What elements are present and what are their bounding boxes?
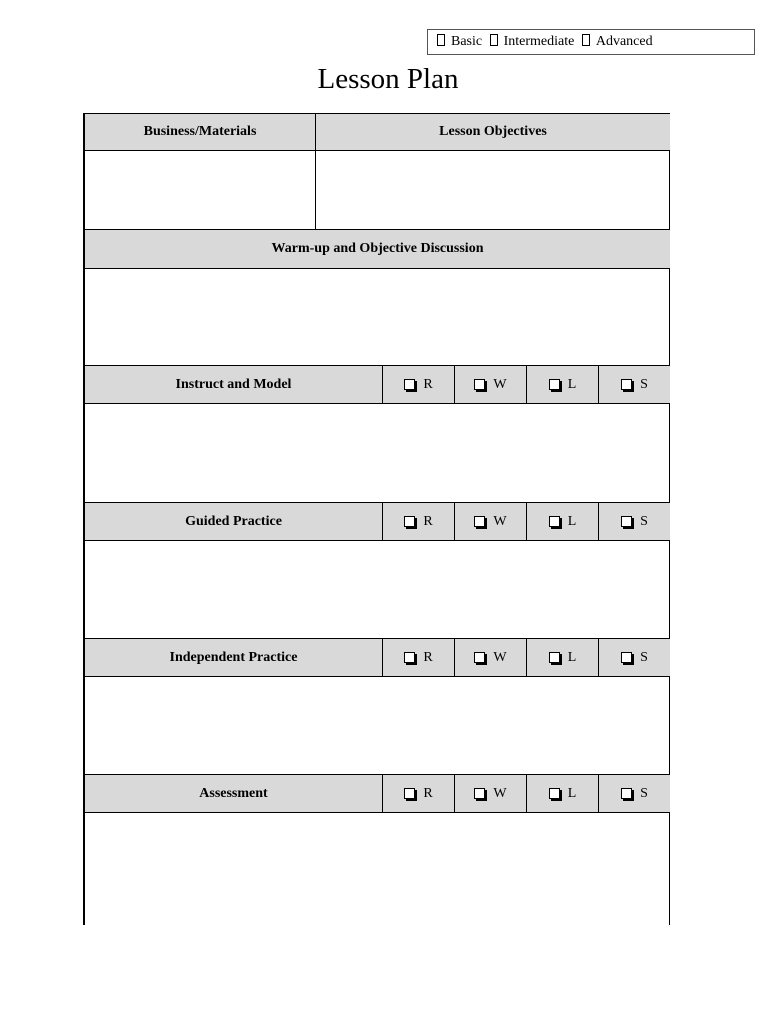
skill-label: W [493, 513, 507, 529]
column-divider [315, 151, 316, 229]
skill-checkbox-s[interactable] [598, 638, 670, 677]
checkbox-icon[interactable] [474, 516, 485, 527]
skill-label: R [423, 376, 433, 392]
page-title: Lesson Plan [317, 63, 459, 95]
section-header: Guided Practice [85, 502, 382, 541]
checkbox-icon[interactable] [621, 379, 632, 390]
warmup-area[interactable] [85, 269, 669, 365]
level-option-advanced[interactable]: Advanced [582, 30, 653, 54]
skill-checkbox-r[interactable] [382, 502, 454, 541]
checkbox-icon[interactable] [437, 34, 445, 46]
skill-checkbox-w[interactable] [454, 638, 526, 677]
section-header: Assessment [85, 774, 382, 813]
checkbox-icon[interactable] [404, 652, 415, 663]
section-writing-area[interactable] [85, 813, 669, 925]
checkbox-icon[interactable] [621, 516, 632, 527]
section-writing-area[interactable] [85, 541, 669, 638]
checkbox-icon[interactable] [474, 788, 485, 799]
checkbox-icon[interactable] [549, 379, 560, 390]
skill-label: L [567, 785, 577, 801]
skill-label: R [423, 513, 433, 529]
level-option-basic[interactable]: Basic [437, 30, 482, 54]
skill-label: R [423, 785, 433, 801]
skill-label: W [493, 376, 507, 392]
skill-checkbox-w[interactable] [454, 774, 526, 813]
checkbox-icon[interactable] [621, 788, 632, 799]
checkbox-icon[interactable] [404, 379, 415, 390]
level-selector [427, 29, 755, 55]
skill-label: L [567, 376, 577, 392]
lesson-objectives-header: Lesson Objectives [315, 114, 670, 151]
warmup-header: Warm-up and Objective Discussion [85, 229, 670, 269]
checkbox-icon[interactable] [621, 652, 632, 663]
skill-checkbox-l[interactable] [526, 774, 598, 813]
skill-checkbox-w[interactable] [454, 502, 526, 541]
section-writing-area[interactable] [85, 404, 669, 502]
skill-label: S [640, 649, 648, 665]
section-header: Instruct and Model [85, 365, 382, 404]
checkbox-icon[interactable] [549, 652, 560, 663]
skill-label: W [493, 649, 507, 665]
skill-checkbox-r[interactable] [382, 774, 454, 813]
skill-label: L [567, 649, 577, 665]
skill-label: S [640, 785, 648, 801]
checkbox-icon[interactable] [474, 379, 485, 390]
lesson-plan-table [83, 113, 670, 925]
business-materials-header: Business/Materials [85, 114, 315, 151]
checkbox-icon[interactable] [549, 516, 560, 527]
skill-label: W [493, 785, 507, 801]
checkbox-icon[interactable] [474, 652, 485, 663]
skill-checkbox-r[interactable] [382, 638, 454, 677]
skill-label: L [567, 513, 577, 529]
checkbox-icon[interactable] [404, 516, 415, 527]
skill-checkbox-s[interactable] [598, 502, 670, 541]
skill-label: S [640, 376, 648, 392]
skill-checkbox-l[interactable] [526, 638, 598, 677]
level-option-intermediate[interactable]: Intermediate [490, 30, 575, 54]
checkbox-icon[interactable] [582, 34, 590, 46]
skill-checkbox-s[interactable] [598, 365, 670, 404]
skill-checkbox-l[interactable] [526, 502, 598, 541]
section-header: Independent Practice [85, 638, 382, 677]
section-writing-area[interactable] [85, 677, 669, 774]
skill-label: S [640, 513, 648, 529]
skill-checkbox-r[interactable] [382, 365, 454, 404]
skill-checkbox-w[interactable] [454, 365, 526, 404]
checkbox-icon[interactable] [404, 788, 415, 799]
checkbox-icon[interactable] [549, 788, 560, 799]
skill-label: R [423, 649, 433, 665]
business-objectives-area[interactable] [85, 151, 669, 229]
skill-checkbox-s[interactable] [598, 774, 670, 813]
skill-checkbox-l[interactable] [526, 365, 598, 404]
checkbox-icon[interactable] [490, 34, 498, 46]
